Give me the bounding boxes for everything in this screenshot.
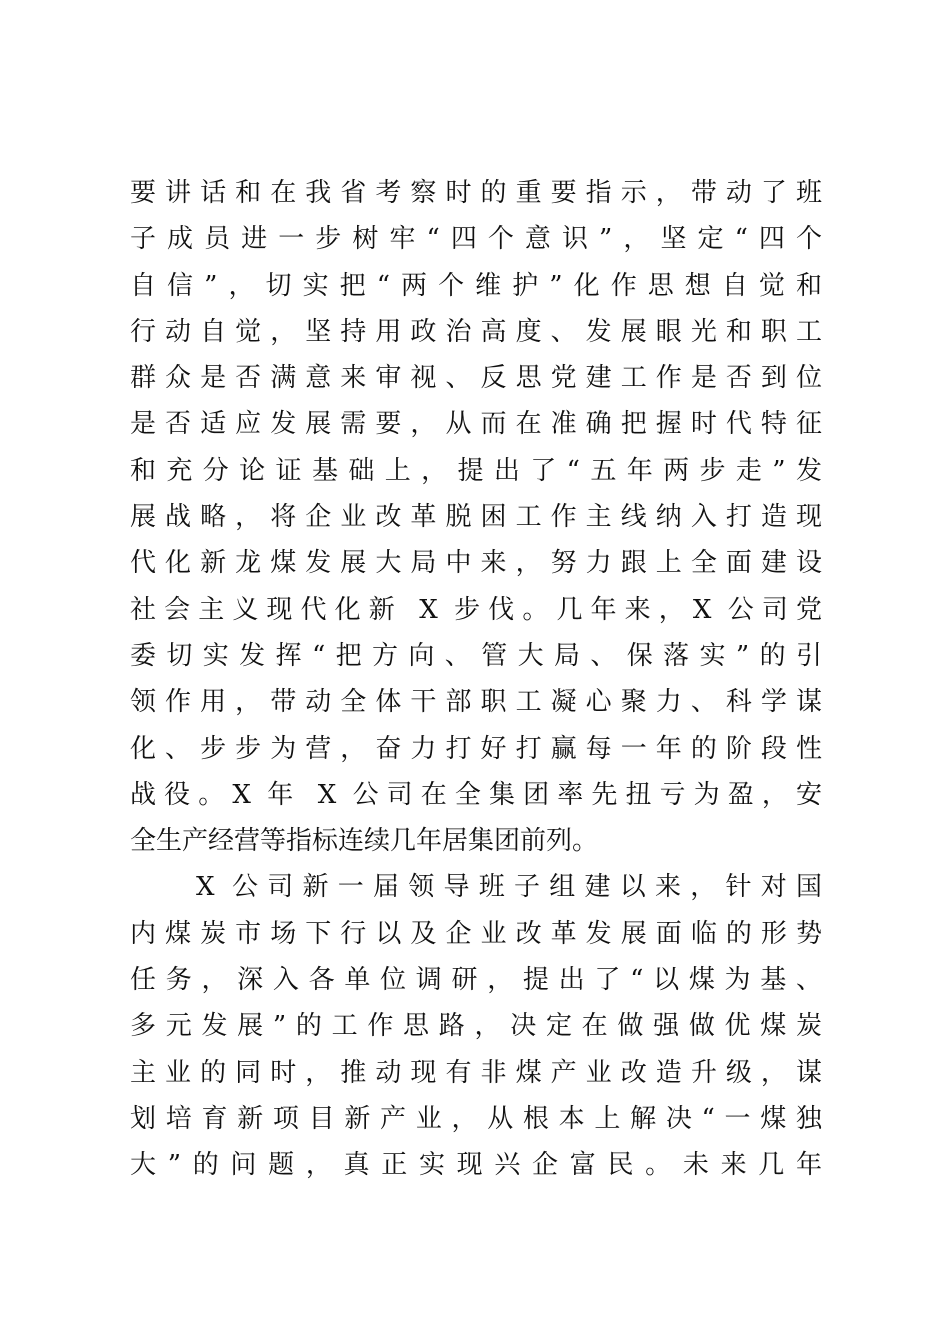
text-line: 代化新龙煤发展大局中来，努力跟上全面建设	[130, 548, 822, 579]
text-line: 多元发展”的工作思路，决定在做强做优煤炭	[130, 1011, 822, 1042]
text-line: 大”的问题，真正实现兴企富民。未来几年	[130, 1150, 822, 1181]
text-line: 社会主义现代化新 X 步伐。几年来，X 公司党	[130, 594, 822, 625]
text-line: 战役。X 年 X 公司在全集团率先扭亏为盈，安	[130, 779, 822, 810]
text-line: 群众是否满意来审视、反思党建工作是否到位	[130, 363, 822, 394]
text-line: 和充分论证基础上，提出了“五年两步走”发	[130, 455, 822, 486]
text-line: 内煤炭市场下行以及企业改革发展面临的形势	[130, 918, 822, 949]
text-line: 行动自觉，坚持用政治高度、发展眼光和职工	[130, 316, 822, 347]
text-line: 领作用，带动全体干部职工凝心聚力、科学谋	[130, 687, 822, 718]
paragraph-2	[130, 864, 822, 1188]
text-line: 主业的同时，推动现有非煤产业改造升级，谋	[130, 1057, 822, 1088]
text-line: 子成员进一步树牢“四个意识”，坚定“四个	[130, 224, 822, 255]
text-line: 自信”，切实把“两个维护”化作思想自觉和	[130, 270, 822, 301]
body-text	[130, 170, 822, 1189]
text-line: X 公司新一届领导班子组建以来，针对国	[196, 872, 822, 903]
paragraph-1	[130, 170, 822, 864]
text-line: 化、步步为营，奋力打好打赢每一年的阶段性	[130, 733, 822, 764]
text-line: 全生产经营等指标连续几年居集团前列。	[130, 826, 599, 857]
text-line: 任务，深入各单位调研，提出了“以煤为基、	[130, 965, 822, 996]
text-line: 展战略，将企业改革脱困工作主线纳入打造现	[130, 502, 822, 533]
text-line: 是否适应发展需要，从而在准确把握时代特征	[130, 409, 822, 440]
text-line: 要讲话和在我省考察时的重要指示，带动了班	[130, 178, 822, 208]
text-line: 划培育新项目新产业，从根本上解决“一煤独	[130, 1103, 822, 1134]
text-line: 委切实发挥“把方向、管大局、保落实”的引	[130, 640, 822, 671]
